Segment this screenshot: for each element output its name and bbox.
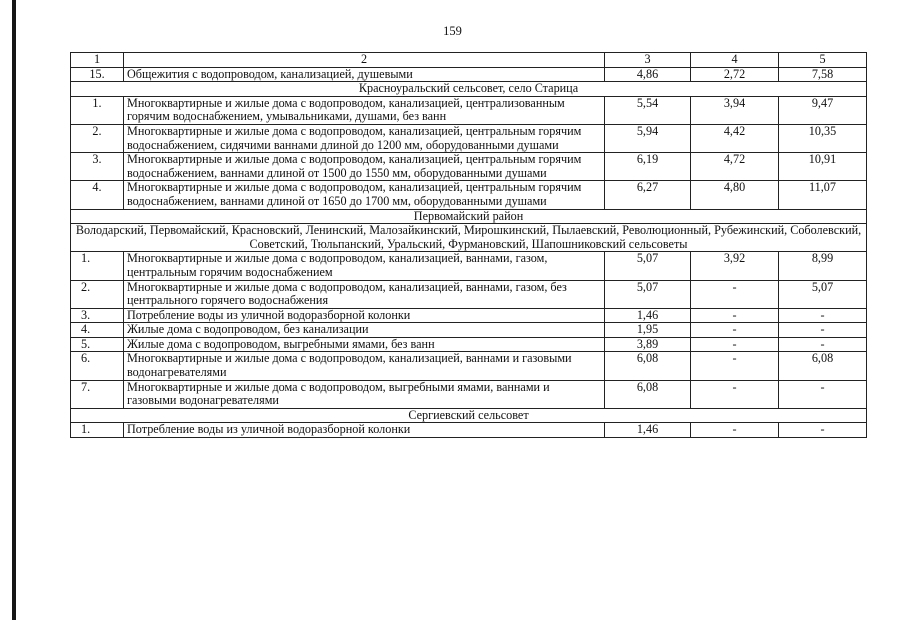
value-col4: - — [691, 423, 779, 438]
row-description: Потребление воды из уличной водоразборной колонки — [124, 423, 605, 438]
row-number: 3. — [71, 308, 124, 323]
value-col5: 8,99 — [779, 252, 867, 280]
header-cell-4: 4 — [691, 53, 779, 68]
row-description: Многоквартирные и жилые дома с водопроводом, канализацией, ваннами, газом, центральным горячим водоснабжением — [124, 252, 605, 280]
row-number: 2. — [71, 280, 124, 308]
value-col4: - — [691, 280, 779, 308]
header-cell-2: 2 — [124, 53, 605, 68]
table-row — [71, 337, 867, 352]
row-number: 4. — [71, 323, 124, 338]
table-row — [71, 323, 867, 338]
value-col4: - — [691, 308, 779, 323]
row-description: Общежития с водопроводом, канализацией, душевыми — [124, 67, 605, 82]
table-row — [71, 124, 867, 152]
table-row — [71, 153, 867, 181]
section-title: Сергиевский сельсовет — [71, 408, 867, 423]
row-description: Потребление воды из уличной водоразборной колонки — [124, 308, 605, 323]
value-col5: - — [779, 308, 867, 323]
value-col3: 4,86 — [605, 67, 691, 82]
table-row — [71, 352, 867, 380]
row-description: Многоквартирные и жилые дома с водопроводом, канализацией, центральным горячим водоснабжением, ваннами длиной от 1650 до 1700 мм, оборудованными душами — [124, 181, 605, 209]
value-col4: 4,80 — [691, 181, 779, 209]
section-title: Володарский, Первомайский, Красновский, Ленинский, Малозайкинский, Мирошкинский, Пылаевский, Революционный, Рубежинский, Соболевский, Советский, Тюльпанский, Уральский, Фурмановский, Шапошниковский сельсоветы — [71, 224, 867, 252]
row-description: Жилые дома с водопроводом, выгребными ямами, без ванн — [124, 337, 605, 352]
table-row — [71, 423, 867, 438]
value-col5: 11,07 — [779, 181, 867, 209]
row-description: Многоквартирные и жилые дома с водопроводом, канализацией, центральным горячим водоснабжением, ваннами длиной от 1500 до 1550 мм, оборудованными душами — [124, 153, 605, 181]
table-row — [71, 380, 867, 408]
page-number: 159 — [443, 24, 462, 38]
value-col5: - — [779, 380, 867, 408]
table-row — [71, 67, 867, 82]
header-cell-1: 1 — [71, 53, 124, 68]
value-col5: 5,07 — [779, 280, 867, 308]
value-col4: - — [691, 352, 779, 380]
row-number: 1. — [71, 252, 124, 280]
value-col5: 6,08 — [779, 352, 867, 380]
table-header-row — [71, 53, 867, 68]
value-col5: - — [779, 423, 867, 438]
section-row — [71, 408, 867, 423]
row-number: 1. — [71, 423, 124, 438]
value-col3: 6,08 — [605, 352, 691, 380]
row-number: 3. — [71, 153, 124, 181]
value-col3: 6,08 — [605, 380, 691, 408]
section-title: Первомайский район — [71, 209, 867, 224]
table-row — [71, 280, 867, 308]
value-col3: 3,89 — [605, 337, 691, 352]
value-col3: 6,27 — [605, 181, 691, 209]
row-description: Многоквартирные и жилые дома с водопроводом, канализацией, ваннами, газом, без центрального горячего водоснабжения — [124, 280, 605, 308]
table-row — [71, 308, 867, 323]
header-cell-3: 3 — [605, 53, 691, 68]
row-number: 4. — [71, 181, 124, 209]
row-description: Многоквартирные и жилые дома с водопроводом, канализацией, централизованным горячим водоснабжением, умывальниками, душами, без ванн — [124, 96, 605, 124]
value-col5: 10,91 — [779, 153, 867, 181]
section-row — [71, 224, 867, 252]
section-title: Красноуральский сельсовет, село Старица — [71, 82, 867, 97]
value-col4: - — [691, 380, 779, 408]
value-col3: 5,54 — [605, 96, 691, 124]
section-row — [71, 209, 867, 224]
row-description: Многоквартирные и жилые дома с водопроводом, выгребными ямами, ваннами и газовыми водонагревателями — [124, 380, 605, 408]
table-row — [71, 96, 867, 124]
value-col3: 1,95 — [605, 323, 691, 338]
row-description: Жилые дома с водопроводом, без канализации — [124, 323, 605, 338]
row-number: 6. — [71, 352, 124, 380]
value-col3: 5,07 — [605, 280, 691, 308]
table-row — [71, 181, 867, 209]
header-cell-5: 5 — [779, 53, 867, 68]
row-number: 7. — [71, 380, 124, 408]
scan-edge-bar — [12, 0, 16, 620]
value-col3: 1,46 — [605, 308, 691, 323]
value-col5: - — [779, 323, 867, 338]
row-number: 5. — [71, 337, 124, 352]
row-description: Многоквартирные и жилые дома с водопроводом, канализацией, центральным горячим водоснабжением, сидячими ваннами длиной до 1200 мм, оборудованными душами — [124, 124, 605, 152]
value-col5: 10,35 — [779, 124, 867, 152]
value-col4: 3,92 — [691, 252, 779, 280]
table-row — [71, 252, 867, 280]
tariff-table — [70, 52, 867, 438]
value-col4: - — [691, 323, 779, 338]
value-col5: 9,47 — [779, 96, 867, 124]
row-description: Многоквартирные и жилые дома с водопроводом, канализацией, ваннами и газовыми водонагревателями — [124, 352, 605, 380]
value-col4: - — [691, 337, 779, 352]
row-number: 2. — [71, 124, 124, 152]
value-col5: 7,58 — [779, 67, 867, 82]
value-col4: 3,94 — [691, 96, 779, 124]
value-col4: 2,72 — [691, 67, 779, 82]
row-number: 1. — [71, 96, 124, 124]
value-col3: 6,19 — [605, 153, 691, 181]
value-col3: 5,94 — [605, 124, 691, 152]
value-col3: 1,46 — [605, 423, 691, 438]
value-col3: 5,07 — [605, 252, 691, 280]
row-number: 15. — [71, 67, 124, 82]
value-col4: 4,42 — [691, 124, 779, 152]
value-col5: - — [779, 337, 867, 352]
section-row — [71, 82, 867, 97]
value-col4: 4,72 — [691, 153, 779, 181]
